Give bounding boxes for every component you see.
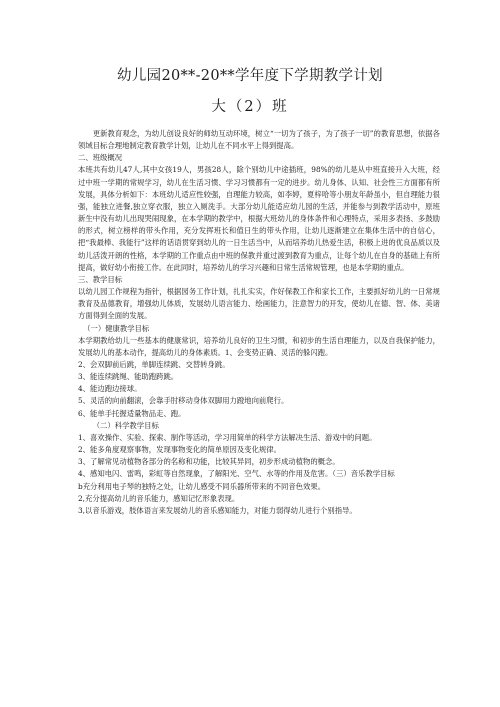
- paragraph: 三、教学目标: [78, 274, 123, 284]
- paragraph: 4、感知电闪、雷鸣，彩虹等自然现象，了解阳光、空气、水等的作用及危害。（三）音乐教学目标: [78, 469, 395, 479]
- document-body: [78, 128, 440, 517]
- paragraph: 本学期教给幼儿一些基本的健康常识，培养幼儿良好的卫生习惯，和初步的生活自理能力，以及自我保护能力，发展幼儿的基本动作，提高幼儿的身体素质。1、会变势正确、灵活的躲闪跑。: [78, 335, 440, 357]
- paragraph: 本班共有幼儿47人,其中女孩19人，男孩28人，除个别幼儿中途插班，98%的幼儿是从中班直接升入大班，经过中班一学期的常规学习，幼儿在生活习惯、学习习惯都有一定的进步。幼儿身体、认知、社会性三方面都有所发展，具体分析如下：本班幼儿适应性较强，自理能力较高，如李婷，夏梓哈等小朋友年龄虽小，但自理能力很强，能独立进餐,独立穿衣服，独立入厕洗手。大部分幼儿能适应幼儿园的生活，并能参与到教学活动中，原班新生中没有幼儿出现哭闹现象，在本学期的教学中，根据大班幼儿的身体条件和心理特点，采用多表扬、多鼓励的形式，树立榜样的带头作用，充分发挥班长和值日生的带头作用，让幼儿逐渐建立在集体生活中的自信心，把“我最棒、我能行”这样的话语贯穿到幼儿的一日生活当中，从而培养幼儿热爱生活，积极上进的优良品质以及幼儿活泼开朗的性格，本学期的工作重点由中班的保教并重过渡到教育为重点，让每个幼儿在自身的基础上有所提高，做好幼小衔接工作。在此同时，培养幼儿的学习兴趣和日常生活常规管理，也是本学期的重点。: [78, 165, 440, 272]
- paragraph: 2,充分提高幼儿的音乐能力，感知记忆形象表现。: [78, 493, 240, 503]
- paragraph: 6、能单手托握适量物品走、跑。: [78, 408, 186, 418]
- paragraph: b充分利用电子琴的独特之处，让幼儿感受不同乐器所带来的不同音色效果。: [78, 481, 326, 491]
- paragraph: 3,以音乐游戏，肢体语言来发展幼儿的音乐感知能力，对能力弱得幼儿进行个别指导。: [78, 505, 357, 515]
- paragraph: 二、班级概况: [78, 153, 123, 163]
- paragraph: 3、能连续跳绳、能助跑跨跳。: [78, 372, 179, 382]
- paragraph: 3、了解常见动植物各部分的名称和功能，比较其异同，初步形成动植物的概念。: [78, 457, 340, 467]
- class-subtitle: 大（2）班: [211, 99, 289, 115]
- paragraph: 1、喜欢操作、实验、探索、制作等活动，学习用简单的科学方法解决生活、游戏中的问题。: [78, 432, 377, 442]
- paragraph: 2、会双脚前后跳，单脚连续跳、交替转身跳。: [78, 359, 230, 369]
- paragraph: 以幼儿园工作规程为指针，根据园务工作计划，扎扎实实，作好保教工作和家长工作，主要抓好幼儿的一日常规教育及品德教育，增强幼儿体质，发展幼儿语言能力、绘画能力，注意智力的开发，使幼儿在德、智、体、美诸方面得到全面的发展。: [78, 287, 440, 321]
- paragraph: （一）健康教学目标: [83, 323, 150, 333]
- paragraph: （二）科学教学目标: [92, 420, 159, 430]
- paragraph: 5、灵活的向前翻滚，会靠手肘移动身体双脚用力蹬地向前爬行。: [78, 396, 289, 406]
- paragraph: 更新教育观念，为幼儿创设良好的师幼互动环境，树立“一切为了孩子，为了孩子一切”的教育思想，依据各领域目标合理地制定教育教学计划，让幼儿在不同水平上得到提高。: [78, 129, 440, 151]
- document-title: 幼儿园20**-20**学年度下学期教学计划: [117, 68, 383, 84]
- paragraph: 4、能边跑边接球。: [78, 384, 142, 394]
- paragraph: 2、能多角度观察事物，发现事物变化的简单原因及变化规律。: [78, 445, 281, 455]
